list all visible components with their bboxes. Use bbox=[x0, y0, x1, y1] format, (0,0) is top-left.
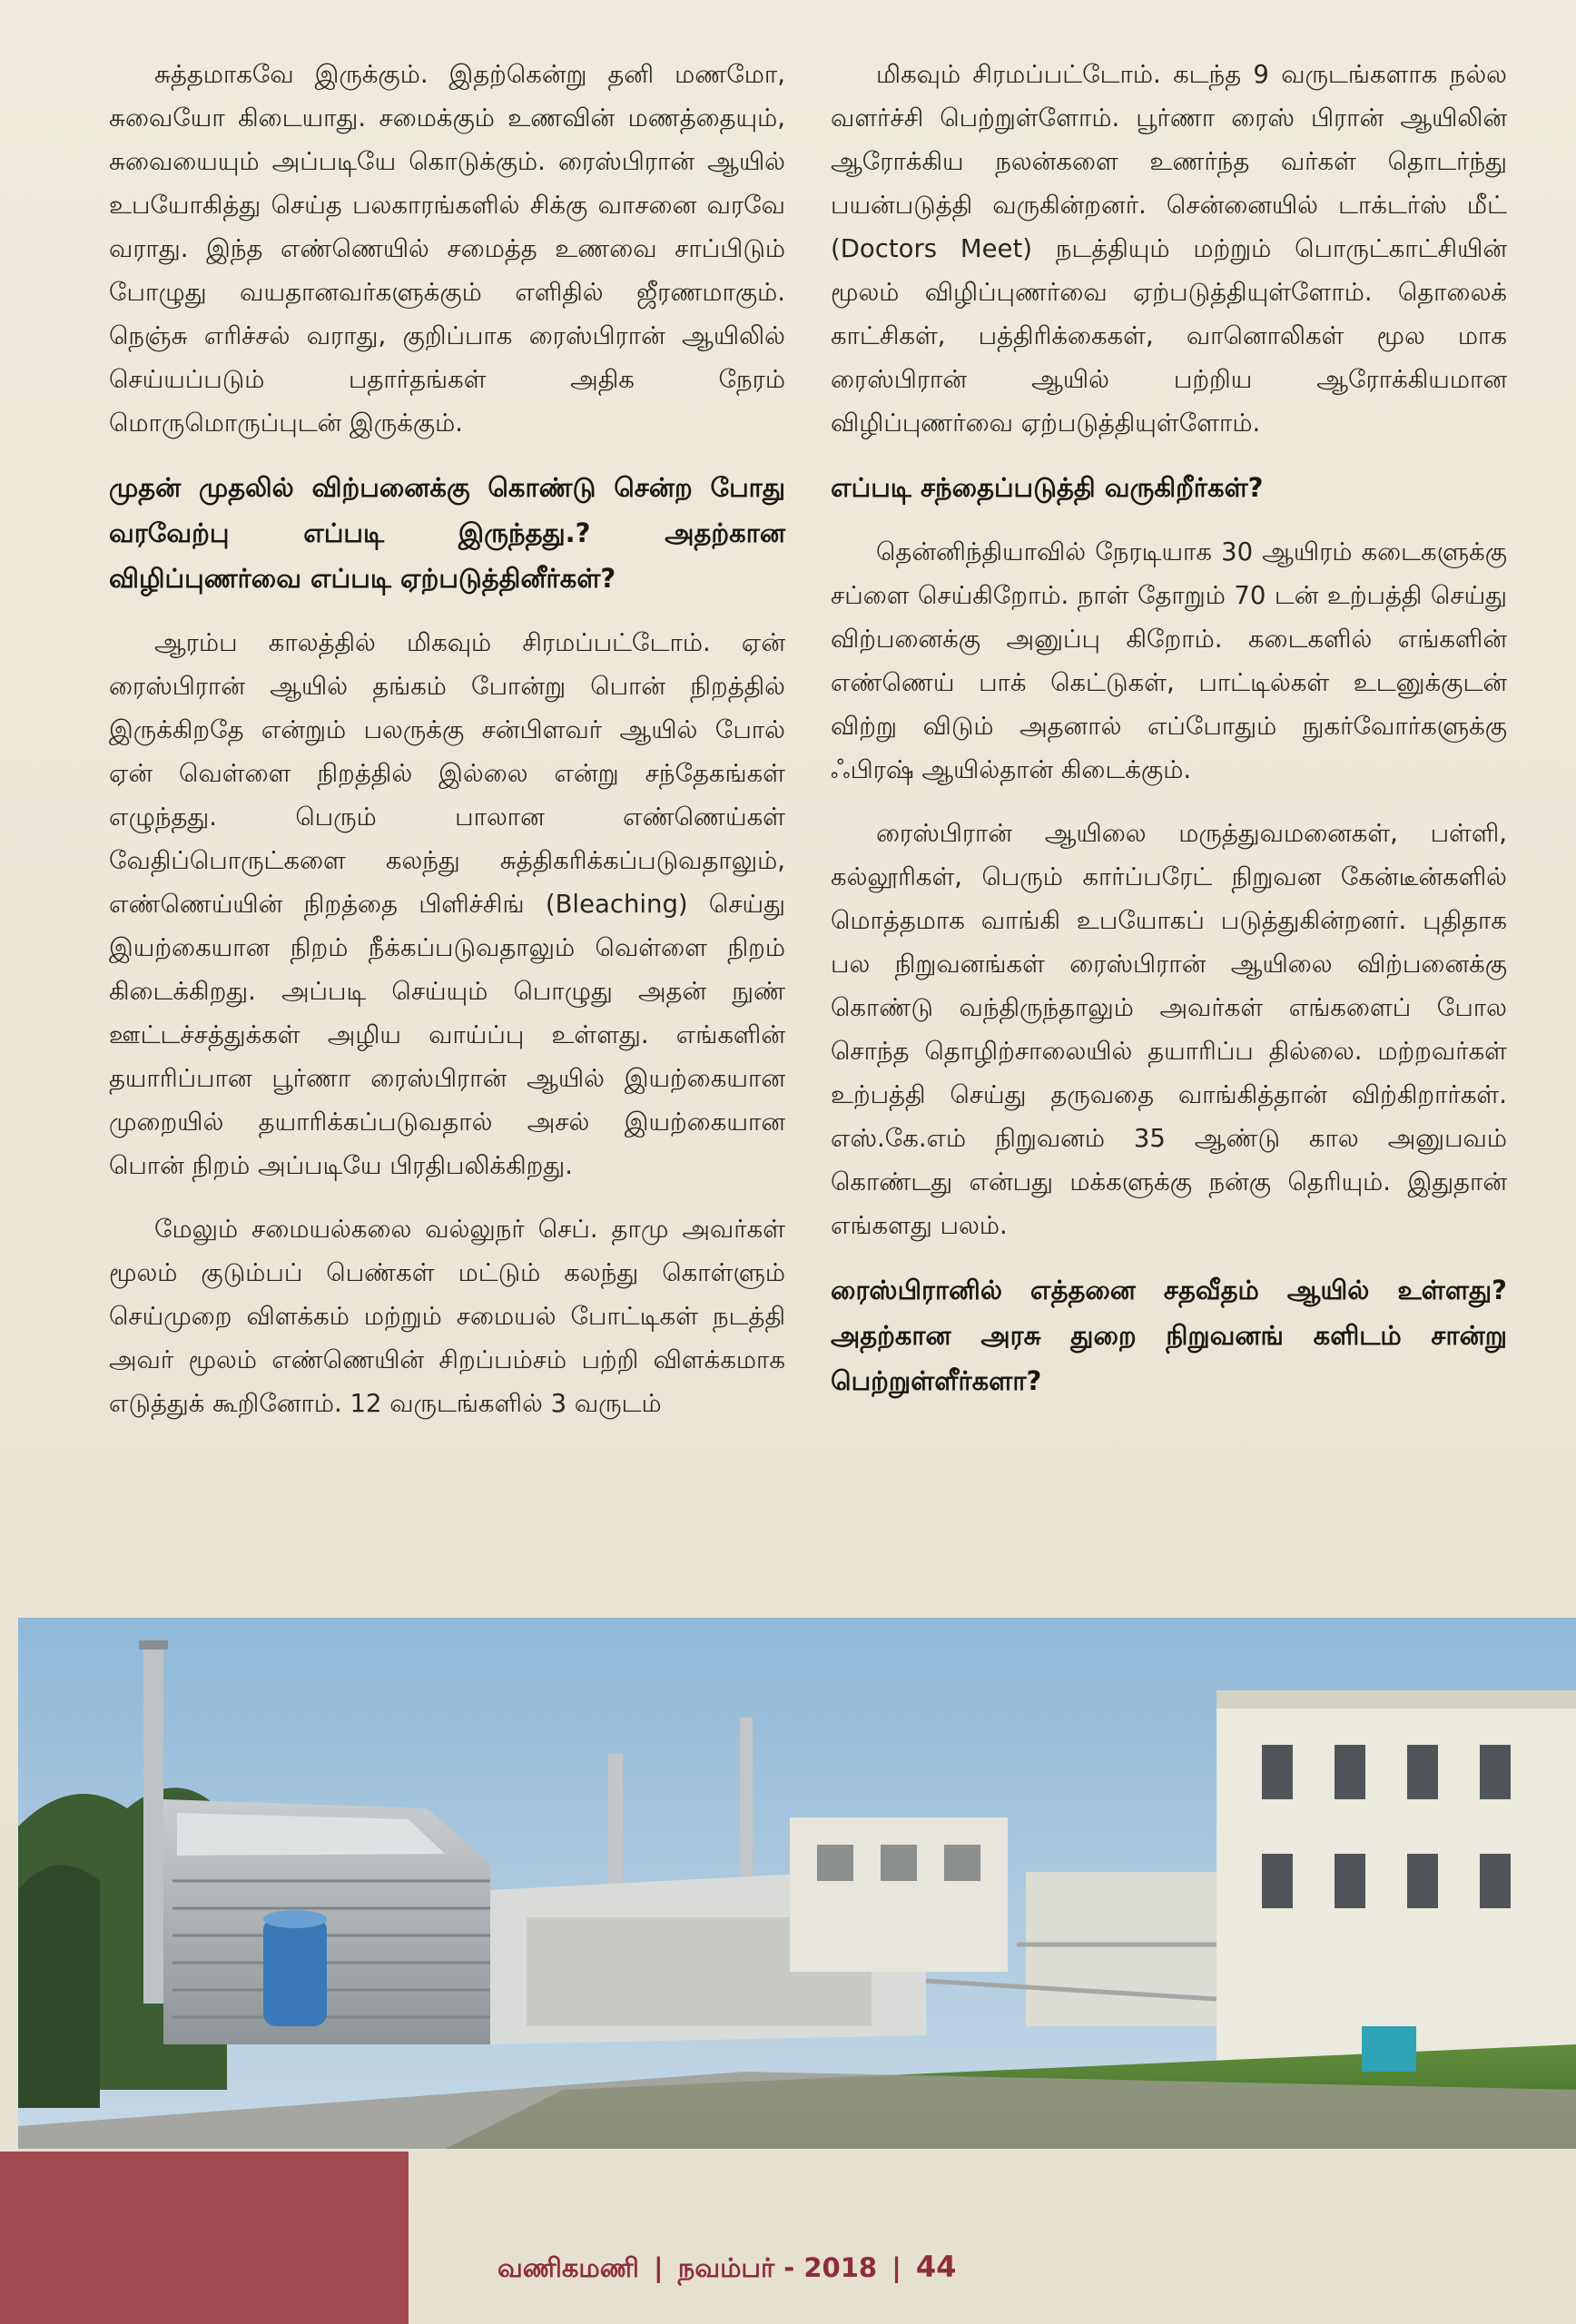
factory-photo bbox=[18, 1618, 1576, 2149]
question-heading-1: முதன் முதலில் விற்பனைக்கு கொண்டு சென்ற போது வரவேற்பு எப்படி இருந்தது.? அதற்கான விழிப்புணர்வை எப்படி ஏற்படுத்தினீர்கள்? bbox=[109, 472, 785, 594]
page-number: 44 bbox=[915, 2250, 957, 2284]
magazine-name: வணிகமணி bbox=[497, 2252, 639, 2283]
left-paragraph-1: சுத்தமாகவே இருக்கும். இதற்கென்று தனி மணமோ, சுவையோ கிடையாது. சமைக்கும் உணவின் மணத்தையும், சுவையையும் அப்படியே கொடுக்கும். ரைஸ்பிரான் ஆயில் உபயோகித்து செய்த பலகாரங்களில் சிக்கு வாசனை வரவே வராது. இந்த எண்ணெயில் சமைத்த உணவை சாப்பிடும் போழுது வயதானவர்களுக்கும் எளிதில் ஜீரணமாகும். நெஞ்சு எரிச்சல் வராது, குறிப்பாக ரைஸ்பிரான் ஆயிலில் செய்யப்படும் பதார்தங்கள் அதிக நேரம் மொருமொருப்புடன் இருக்கும். bbox=[109, 60, 785, 438]
question-heading-2: எப்படி சந்தைப்படுத்தி வருகிறீர்கள்? bbox=[831, 472, 1264, 503]
left-paragraph-3: மேலும் சமையல்கலை வல்லுநர் செப். தாமு அவர்கள் மூலம் குடும்பப் பெண்கள் மட்டும் கலந்து கொள்ளும் செய்முறை விளக்கம் மற்றும் சமையல் போட்டிகள் நடத்தி அவர் மூலம் எண்ணெயின் சிறப்பம்சம் பற்றி விளக்கமாக எடுத்துக் கூறினோம். 12 வருடங்களில் 3 வருடம் bbox=[109, 1215, 785, 1418]
footer-separator-1: | bbox=[654, 2252, 664, 2283]
left-column bbox=[109, 53, 785, 1445]
right-paragraph-3: ரைஸ்பிரான் ஆயிலை மருத்துவமனைகள், பள்ளி, கல்லூரிகள், பெரும் கார்ப்பரேட் நிறுவன கேன்டீன்களில் மொத்தமாக வாங்கி உபயோகப் படுத்துகின்றனர். புதிதாக பல நிறுவனங்கள் ரைஸ்பிரான் ஆயிலை விற்பனைக்கு கொண்டு வந்திருந்தாலும் அவர்கள் எங்களைப் போல சொந்த தொழிற்சாலையில் தயாரிப்ப தில்லை. மற்றவர்கள் உற்பத்தி செய்து தருவதை வாங்கித்தான் விற்கிறார்கள். எஸ்.கே.எம் நிறுவனம் 35 ஆண்டு கால அனுபவம் கொண்டது என்பது மக்களுக்கு நன்கு தெரியும். இதுதான் எங்களது பலம். bbox=[831, 819, 1507, 1240]
page-footer bbox=[497, 2250, 956, 2287]
left-paragraph-2: ஆரம்ப காலத்தில் மிகவும் சிரமப்பட்டோம். ஏன் ரைஸ்பிரான் ஆயில் தங்கம் போன்று பொன் நிறத்தில் இருக்கிறதே என்றும் பலருக்கு சன்பிளவர் ஆயில் போல் ஏன் வெள்ளை நிறத்தில் இல்லை என்று சந்தேகங்கள் எழுந்தது. பெரும் பாலான எண்ணெய்கள் வேதிப்பொருட்களை கலந்து சுத்திகரிக்கப்படுவதாலும், எண்ணெய்யின் நிறத்தை பிளிச்சிங் (Bleaching) செய்து இயற்கையான நிறம் நீக்கப்படுவதாலும் வெள்ளை நிறம் கிடைக்கிறது. அப்படி செய்யும் பொழுது அதன் நுண் ஊட்டச்சத்துக்கள் அழிய வாய்ப்பு உள்ளது. எங்களின் தயாரிப்பான பூர்ணா ரைஸ்பிரான் ஆயில் இயற்கையான முறையில் தயாரிக்கப்படுவதால் அசல் இயற்கையான பொன் நிறம் அப்படியே பிரதிபலிக்கிறது. bbox=[109, 628, 785, 1180]
footer-separator-2: | bbox=[891, 2252, 901, 2283]
right-paragraph-2: தென்னிந்தியாவில் நேரடியாக 30 ஆயிரம் கடைகளுக்கு சப்ளை செய்கிறோம். நாள் தோறும் 70 டன் உற்பத்தி செய்து விற்பனைக்கு அனுப்பு கிறோம். கடைகளில் எங்களின் எண்ணெய் பாக் கெட்டுகள், பாட்டில்கள் உடனுக்குடன் விற்று விடும் அதனால் எப்போதும் நுகர்வோர்களுக்கு ஃபிரஷ் ஆயில்தான் கிடைக்கும். bbox=[831, 537, 1507, 784]
right-paragraph-1: மிகவும் சிரமப்பட்டோம். கடந்த 9 வருடங்களாக நல்ல வளர்ச்சி பெற்றுள்ளோம். பூர்ணா ரைஸ் பிரான் ஆயிலின் ஆரோக்கிய நலன்களை உணர்ந்த வர்கள் தொடர்ந்து பயன்படுத்தி வருகின்றனர். சென்னையில் டாக்டர்ஸ் மீட் (Doctors Meet) நடத்தியும் மற்றும் பொருட்காட்சியின் மூலம் விழிப்புணர்வை ஏற்படுத்தியுள்ளோம். தொலைக் காட்சிகள், பத்திரிக்கைகள், வானொலிகள் மூல மாக ரைஸ்பிரான் ஆயில் பற்றிய ஆரோக்கியமான விழிப்புணர்வை ஏற்படுத்தியுள்ளோம். bbox=[831, 60, 1507, 438]
question-heading-3: ரைஸ்பிரானில் எத்தனை சதவீதம் ஆயில் உள்ளது? அதற்கான அரசு துறை நிறுவனங் களிடம் சான்று பெற்றுள்ளீர்களா? bbox=[831, 1275, 1507, 1396]
footer-color-block bbox=[0, 2152, 409, 2324]
right-column bbox=[831, 53, 1507, 1423]
issue-date: நவம்பர் - 2018 bbox=[677, 2252, 878, 2283]
